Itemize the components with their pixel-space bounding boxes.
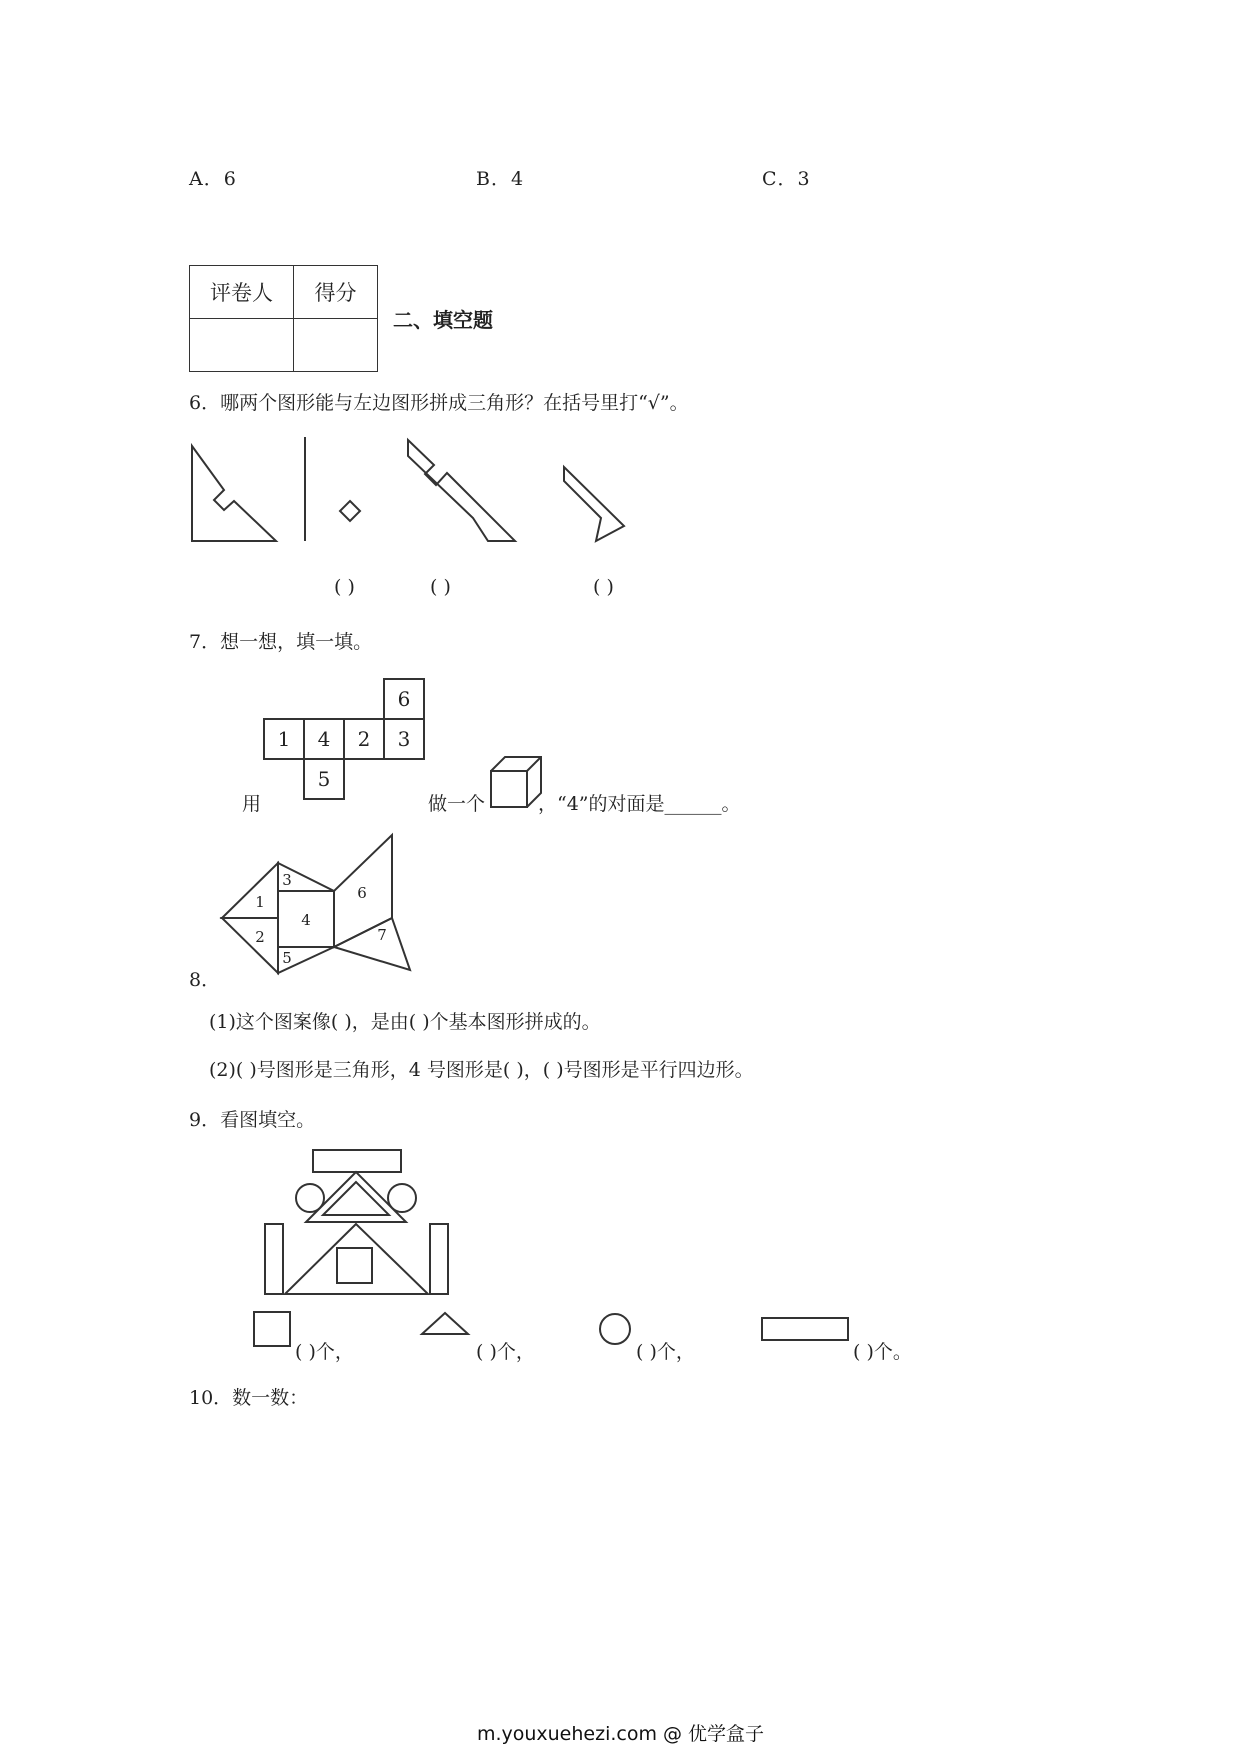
piece-number-5: 5 — [282, 949, 292, 967]
question-6-text: 6．哪两个图形能与左边图形拼成三角形？在括号里打“√”。 — [189, 392, 689, 414]
q6-blank-3[interactable]: ( ) — [593, 576, 614, 598]
q7-use-label: 用 — [242, 793, 262, 815]
legend-rectangle-icon — [762, 1318, 848, 1340]
piece-number-2: 2 — [255, 928, 265, 946]
q7-answer-line[interactable]: ，“4”的对面是______。 — [538, 793, 741, 815]
q9-circle-blank[interactable]: ( )个， — [636, 1341, 695, 1363]
q9-rectangle-blank[interactable]: ( )个。 — [853, 1341, 912, 1363]
piece-number-3: 3 — [282, 871, 292, 889]
question-8-label: 8． — [189, 969, 221, 991]
question-7-text: 7．想一想，填一填。 — [189, 631, 373, 653]
choice-a: A．6 — [189, 168, 237, 190]
reviewer-header: 评卷人 — [190, 266, 294, 319]
q9-square-blank[interactable]: ( )个， — [295, 1341, 354, 1363]
legend-circle-icon — [600, 1314, 630, 1344]
legend-square-icon — [254, 1312, 290, 1346]
q6-blank-2[interactable]: ( ) — [430, 576, 451, 598]
net-number-3: 3 — [397, 727, 411, 751]
net-number-1: 1 — [277, 727, 291, 751]
question-10-text: 10．数一数： — [189, 1387, 309, 1409]
piece-number-7: 7 — [377, 926, 387, 944]
piece-number-4: 4 — [301, 911, 311, 929]
score-header: 得分 — [294, 266, 378, 319]
net-number-6: 6 — [397, 687, 411, 711]
choice-c: C．3 — [762, 168, 811, 190]
q8-line-1[interactable]: (1)这个图案像( )，是由( )个基本图形拼成的。 — [209, 1011, 601, 1033]
legend-triangle-icon — [422, 1313, 468, 1334]
choice-b: B．4 — [476, 168, 525, 190]
q9-triangle-blank[interactable]: ( )个， — [476, 1341, 535, 1363]
q7-make-label: 做一个 — [428, 793, 486, 815]
net-number-2: 2 — [357, 727, 371, 751]
net-number-5: 5 — [317, 767, 331, 791]
section-title: 二、填空题 — [393, 308, 493, 332]
q6-blank-1[interactable]: ( ) — [334, 576, 355, 598]
piece-number-6: 6 — [357, 884, 367, 902]
net-number-4: 4 — [317, 727, 331, 751]
question-9-text: 9．看图填空。 — [189, 1109, 316, 1131]
footer-watermark: m.youxuehezi.com @ 优学盒子 — [476, 1723, 765, 1745]
q8-line-2[interactable]: (2)( )号图形是三角形，4 号图形是( )，( )号图形是平行四边形。 — [209, 1059, 754, 1081]
piece-number-1: 1 — [255, 893, 265, 911]
